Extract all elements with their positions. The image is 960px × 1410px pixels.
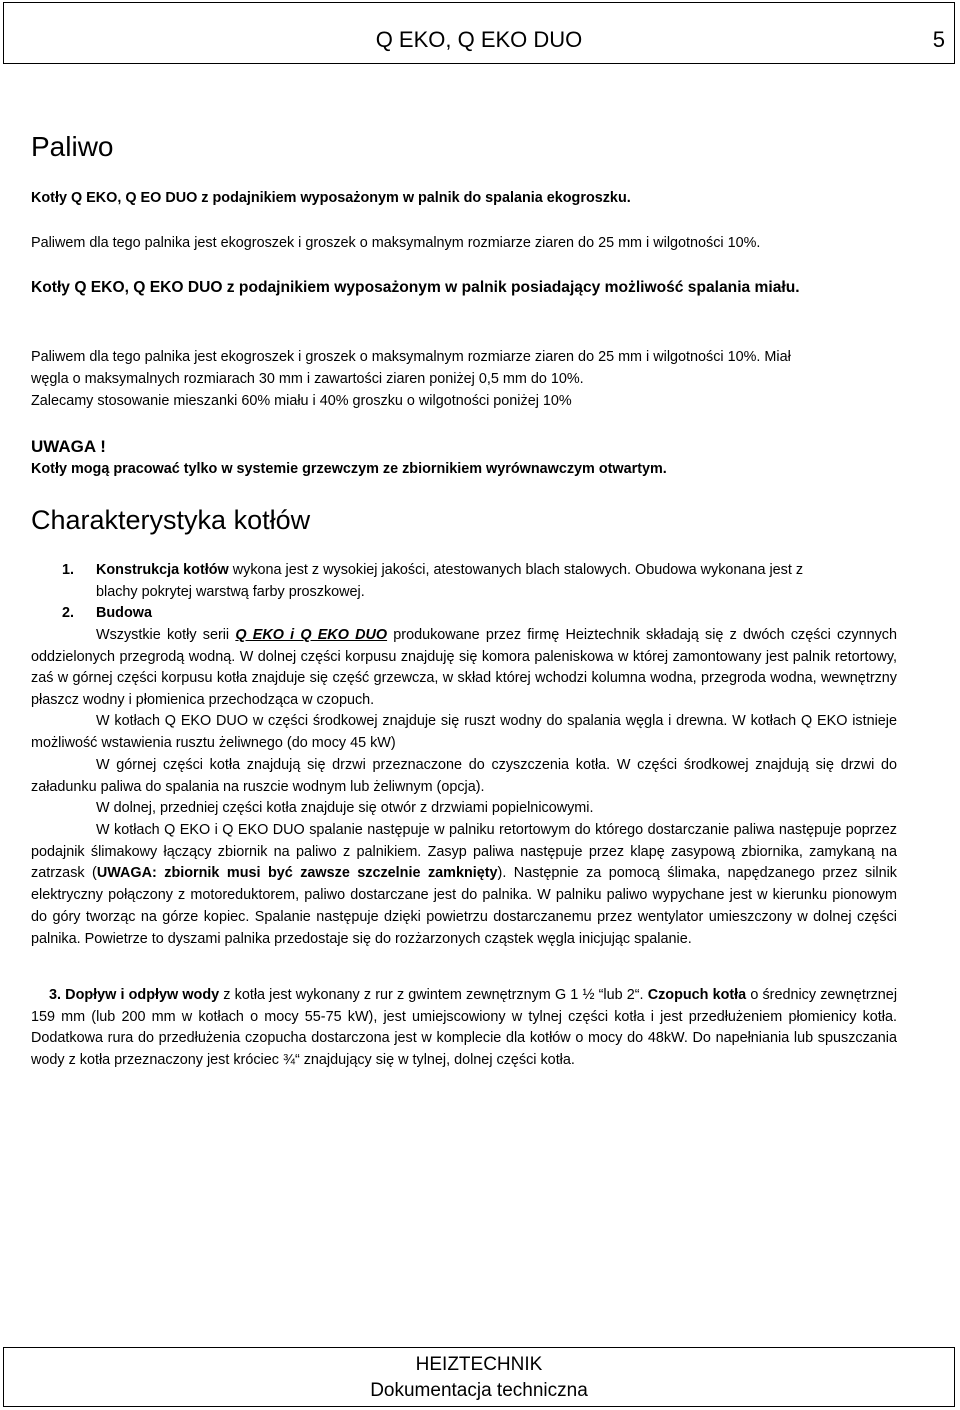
- fuel-subheading-2: Kotły Q EKO, Q EKO DUO z podajnikiem wyposażonym w palnik posiadający możliwość spalania miału.: [31, 279, 800, 296]
- page-header: [3, 2, 955, 64]
- item-2-title: Budowa: [96, 605, 152, 621]
- footer-doc-type: Dokumentacja techniczna: [370, 1380, 588, 1401]
- construction-paragraph-3: W górnej części kotła znajdują się drzwi przeznaczone do czyszczenia kotła. W części środkowej znajdują się drzwi do załadunku paliwa do spalania na ruszcie wodnym lub żeliwnym (opcja).: [31, 757, 897, 795]
- footer-company: HEIZTECHNIK: [415, 1354, 543, 1375]
- heading-fuel: Paliwo: [31, 131, 114, 162]
- item-1-number: 1.: [62, 562, 75, 578]
- page-number: 5: [932, 27, 945, 52]
- item-1-text: [96, 560, 898, 582]
- construction-paragraph-5: [31, 820, 897, 950]
- fuel-paragraph-2-line-3: Zalecamy stosowanie mieszanki 60% miału i 40% groszku o wilgotności poniżej 10%: [31, 393, 572, 409]
- construction-paragraph-2: W kotłach Q EKO DUO w części środkowej znajduje się ruszt wodny do spalania węgla i drewna. W kotłach Q EKO istnieje możliwość wstawienia rusztu żeliwnego (do mocy 45 kW): [31, 713, 897, 751]
- item-3-text-b: o średnicy zewnętrznej 159 mm (lub 200 mm w kotłach o mocy 55-75 kW), jest umiejscowiony w tylnej części kotła i jest przedłużeniem płomienicy kotła. Dodatkowa rura do przedłużenia czopucha dostarczona jest w komplecie dla kotłów o mocy do 48kW. Do napełniania lub spuszczania wody z kotła przeznaczony jest króciec ¾“ znajdujący się w tylnej, dolnej części kotła.: [31, 987, 898, 1069]
- item-3-flue-title: Czopuch kotła: [647, 987, 747, 1003]
- combustion-text-post: ). Następnie za pomocą ślimaka, napędzanego przez silnik elektryczny połączony z motoreduktorem, paliwo dostarczane jest do palnika. W palniku paliwo wypychane jest w kierunku pionowym do góry tworząc na górze kopiec. Spalanie następuje dzięki powietrzu dostarczanemu przez wentylator umieszczony w dolnej części palnika. Powietrze to dyszami palnika przedostaje się do rozżarzonych cząstek węgla inicjując spalanie.: [31, 865, 897, 947]
- warning-text: Kotły mogą pracować tylko w systemie grzewczym ze zbiornikiem wyrównawczym otwartym.: [31, 461, 667, 477]
- item-1-line-2: blachy pokrytej warstwą farby proszkowej.: [96, 584, 365, 600]
- item-1-title: Konstrukcja kotłów: [96, 562, 229, 578]
- fuel-paragraph-1: Paliwem dla tego palnika jest ekogroszek i groszek o maksymalnym rozmiarze ziaren do 25 mm i wilgotności 10%.: [31, 235, 761, 251]
- warning-label: UWAGA !: [31, 437, 106, 456]
- construction-series-name: Q EKO i Q EKO DUO: [235, 627, 388, 643]
- heading-characteristics: Charakterystyka kotłów: [31, 505, 311, 535]
- construction-text-post: produkowane przez firmę Heiztechnik składają się z dwóch części czynnych oddzielonych przegrodą wodną. W dolnej części korpusu znajduję się komora paleniskowa w której zamontowany jest palnik retortowy, zaś w górnej części korpusu kotła znajduje się część grzewcza, w skład której wchodzi kolumna wodna, przegroda wodna, wewnętrzny płaszcz wodny i płomienica przechodząca w czopuch.: [31, 627, 897, 709]
- item-3-number: 3.: [49, 987, 62, 1003]
- item-3-text-a: z kotła jest wykonany z rur z gwintem zewnętrznym G 1 ½ “lub 2“.: [219, 987, 648, 1003]
- construction-paragraph-1: [31, 625, 897, 712]
- fuel-paragraph-2-line-2: węgla o maksymalnych rozmiarach 30 mm i zawartości ziaren poniżej 0,5 mm do 10%.: [31, 371, 584, 387]
- construction-paragraph-4: W dolnej, przedniej części kotła znajduje się otwór z drzwiami popielnicowymi.: [96, 800, 594, 816]
- item-3-paragraph: [31, 985, 897, 1072]
- combustion-warning: UWAGA: zbiornik musi być zawsze szczelnie zamknięty: [96, 865, 498, 882]
- item-2-number: 2.: [62, 605, 75, 621]
- item-3-title: Dopływ i odpływ wody: [65, 987, 220, 1003]
- fuel-subheading-1: Kotły Q EKO, Q EO DUO z podajnikiem wyposażonym w palnik do spalania ekogroszku.: [31, 190, 631, 206]
- document-title: Q EKO, Q EKO DUO: [375, 27, 583, 52]
- item-1-line-1: wykona jest z wysokiej jakości, atestowanych blach stalowych. Obudowa wykonana jest z: [228, 562, 804, 578]
- page-footer: [3, 1347, 955, 1407]
- fuel-paragraph-2-line-1: Paliwem dla tego palnika jest ekogroszek i groszek o maksymalnym rozmiarze ziaren do 25 mm i wilgotności 10%. Miał: [31, 349, 791, 365]
- combustion-text-pre: W kotłach Q EKO i Q EKO DUO spalanie następuje w palniku retortowym do którego dostarczanie paliwa następuje poprzez podajnik ślimakowy łączący zbiornik na paliwo z palnikiem. Zasyp paliwa następuje przez klapę zasypową zbiornika, zamykaną na zatrzask (: [31, 822, 897, 882]
- construction-text-pre: Wszystkie kotły serii: [96, 627, 236, 643]
